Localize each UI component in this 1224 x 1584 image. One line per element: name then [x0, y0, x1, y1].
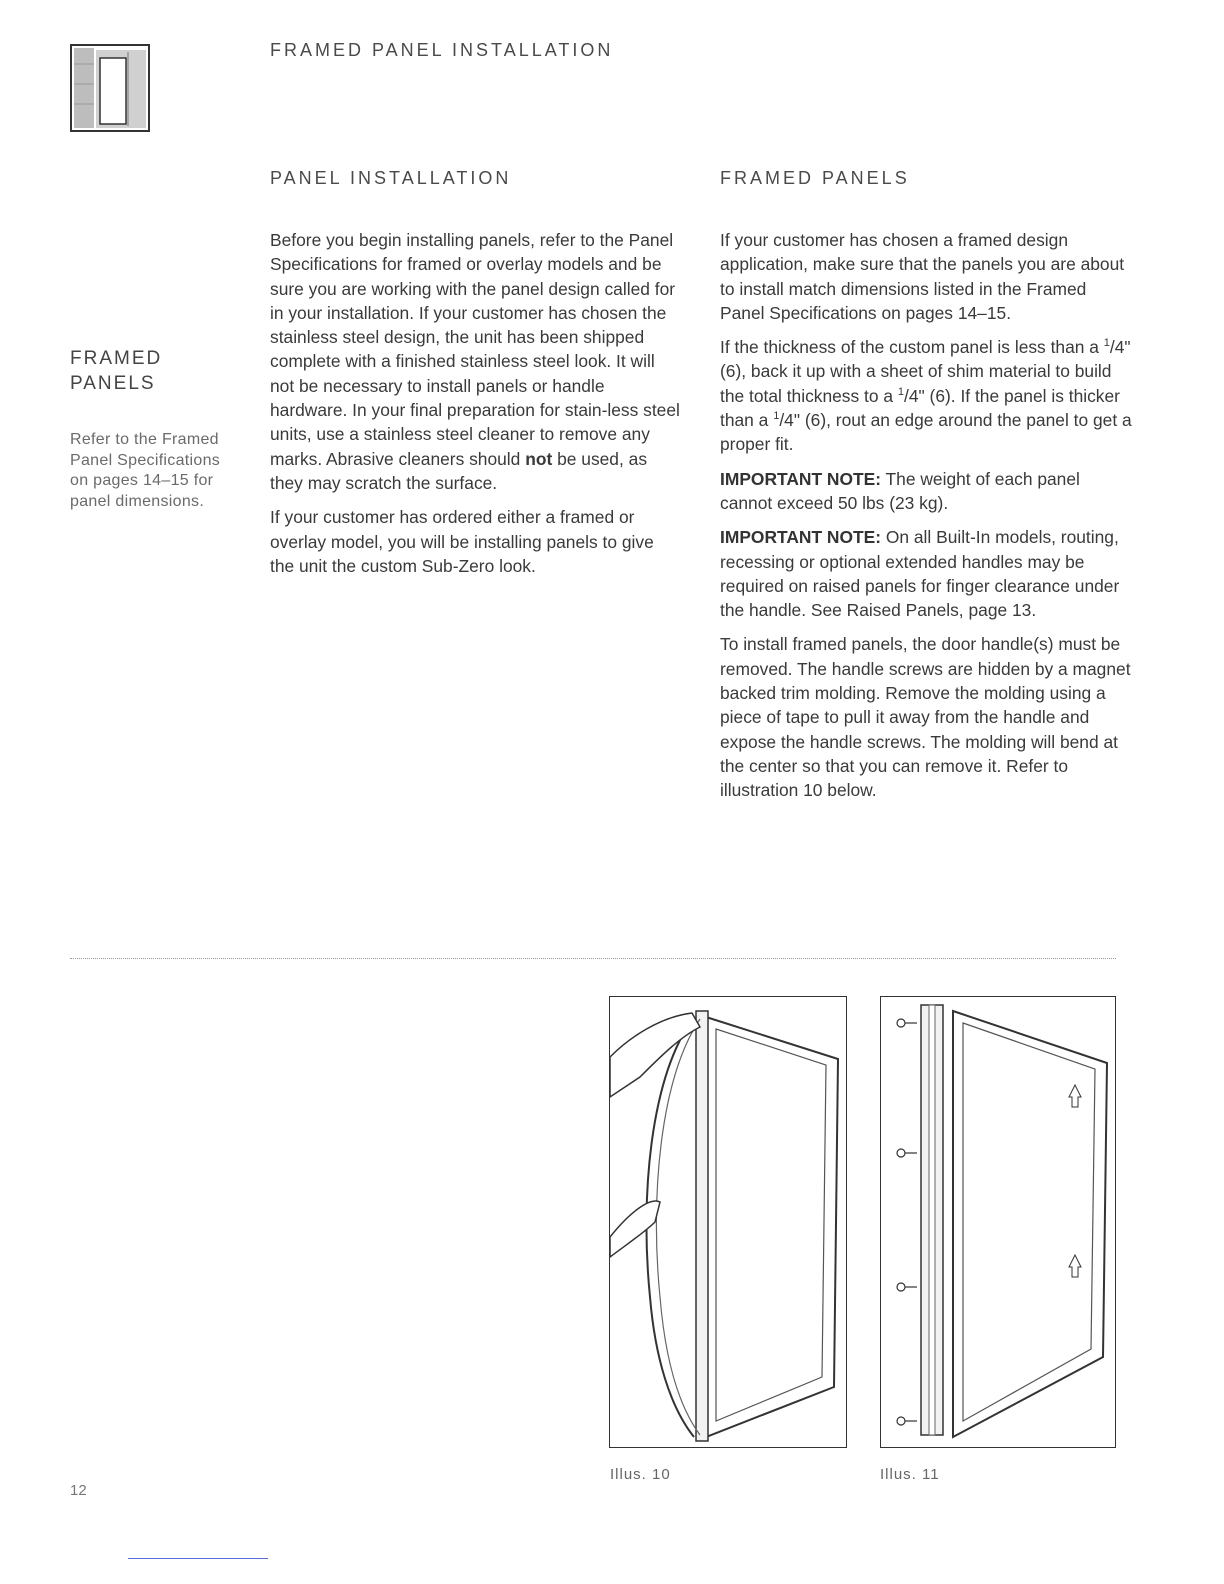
handle-screws-exposed-icon: [881, 997, 1115, 1447]
panel-installation-column: [270, 228, 680, 588]
sidebar-note: Refer to the Framed Panel Specifications on pages 14–15 for panel dimensions.: [70, 431, 221, 510]
important-note: [720, 525, 1132, 622]
illus-10-caption: Illus. 10: [610, 1466, 671, 1483]
paragraph: If your customer has chosen a framed design application, make sure that the panels you are about to install match dimensions listed in the Framed Panel Specifications on pages 14–15.: [720, 230, 1125, 323]
paragraph-text: Before you begin installing panels, refer to the Panel Specifications for framed or overlay models and be sure you are working with the panel design called for in your installation. If your customer has chosen the stainless steel design, the unit has been shipped complete with a finished stainless steel look. It will not be necessary to install panels or handle hardware. In your final preparation for stain-less steel units, use a stainless steel cleaner to remove any marks. Abrasive cleaners should: [270, 230, 680, 469]
fraction-numerator: 1: [773, 410, 780, 423]
fraction-denominator: /4": [904, 385, 925, 406]
page-number: 12: [70, 1482, 87, 1499]
paragraph: [270, 228, 680, 495]
sidebar-heading-line1: FRAMED: [70, 348, 163, 369]
paragraph-text: be used, as they may scratch the surface.: [270, 448, 648, 493]
fraction-denominator: /4": [1109, 337, 1131, 358]
handle-molding-removal-icon: [610, 997, 846, 1447]
footer-rule: [128, 1558, 268, 1559]
illustration-11: [880, 996, 1116, 1448]
paragraph: [720, 335, 1132, 456]
important-note-text: The weight of each panel cannot exceed 50 lbs (23 kg).: [720, 468, 1080, 513]
important-note: [720, 467, 1132, 516]
important-note-label: IMPORTANT NOTE:: [720, 468, 882, 489]
illus-11-caption: Illus. 11: [880, 1466, 940, 1483]
sidebar-heading: [70, 346, 162, 396]
illustration-10: [609, 996, 847, 1448]
fraction-denominator: /4": [779, 410, 801, 431]
paragraph-text: (6). If the panel is thicker than a: [720, 385, 1120, 431]
refrigerator-logo-icon: [70, 44, 150, 132]
paragraph-text: (6), back it up with a sheet of shim material to build the total thickness to a: [720, 361, 1112, 406]
paragraph-text: (6), rout an edge around the panel to get a proper fit.: [720, 410, 1132, 455]
important-note-label: IMPORTANT NOTE:: [720, 527, 882, 548]
paragraph-text: If the thickness of the custom panel is less than a: [720, 337, 1099, 358]
important-note-text: On all Built-In models, routing, recessing or optional extended handles may be required on raised panels for finger clearance under the handle. See Raised Panels, page 13.: [720, 527, 1120, 621]
panel-installation-heading: PANEL INSTALLATION: [270, 168, 512, 188]
page-header-title: FRAMED PANEL INSTALLATION: [270, 40, 614, 60]
fraction-numerator: 1: [897, 385, 905, 398]
fraction-numerator: 1: [1103, 337, 1110, 350]
paragraph: To install framed panels, the door handle(s) must be removed. The handle screws are hidden by a magnet backed trim molding. Remove the molding using a piece of tape to pull it away from the handle and expose the handle screws. The molding will bend at the center so that you can remove it. Refer to illustration 10 below.: [720, 634, 1131, 801]
sidebar-heading-line2: PANELS: [70, 373, 156, 394]
framed-panels-column: [720, 228, 1132, 813]
emphasis-not: not: [525, 448, 553, 469]
paragraph: If your customer has ordered either a framed or overlay model, you will be installing panels to give the unit the custom Sub-Zero look.: [270, 507, 654, 576]
framed-panels-heading: FRAMED PANELS: [720, 168, 910, 188]
section-divider: [70, 958, 1116, 959]
